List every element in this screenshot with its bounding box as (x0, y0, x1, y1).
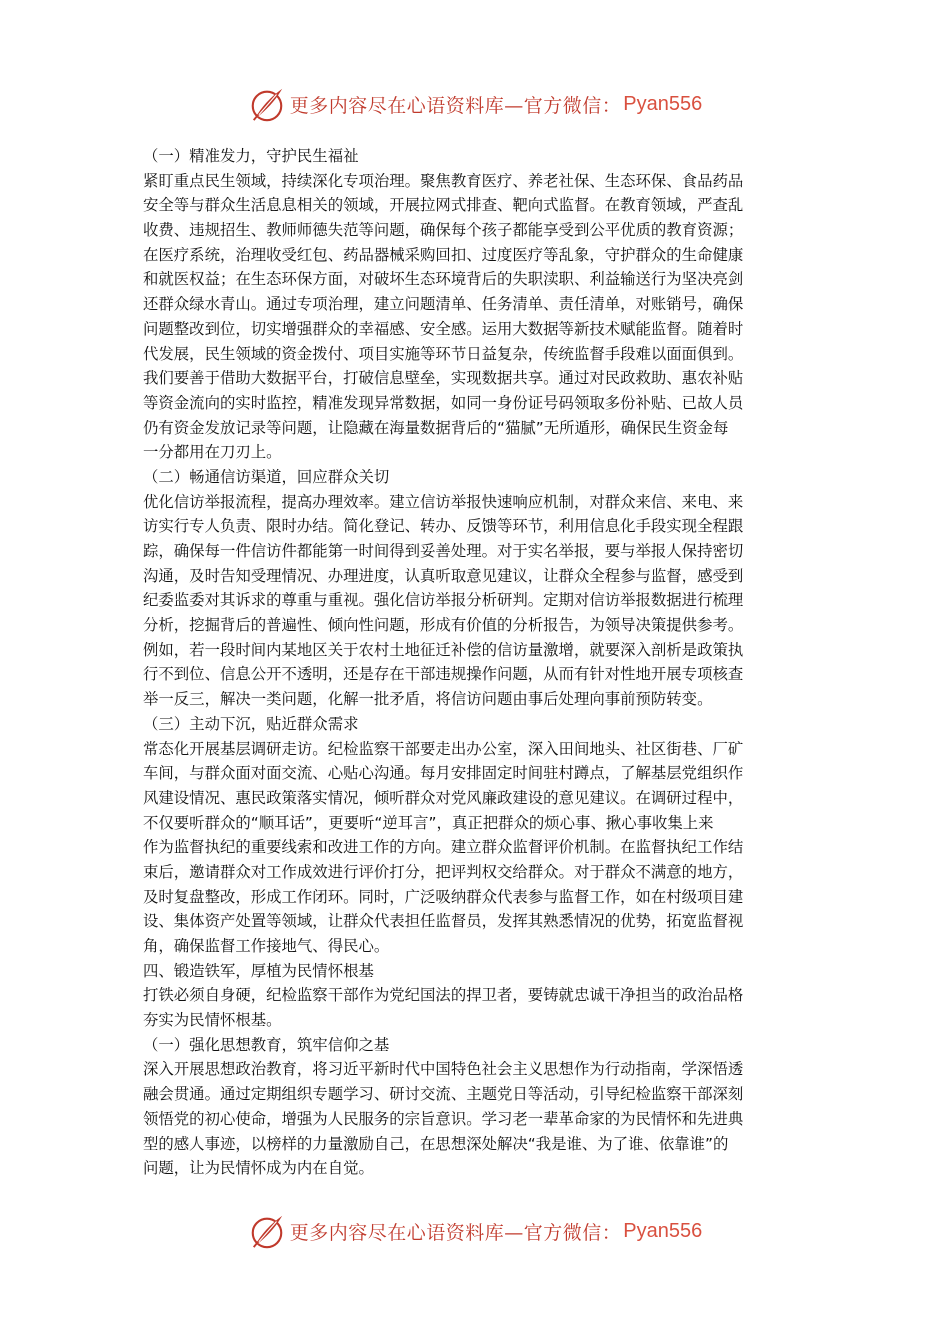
header-watermark-banner (0, 82, 950, 126)
body-line: 和就医权益；在生态环保方面，对破坏生态环境背后的失职渎职、利益输送行为坚决亮剑 (143, 270, 744, 289)
body-line: 作为监督执纪的重要线索和改进工作的方向。建立群众监督评价机制。在监督执纪工作结 (143, 838, 744, 857)
body-line: 束后，邀请群众对工作成效进行评价打分，把评判权交给群众。对于群众不满意的地方， (143, 862, 744, 881)
body-line: 及时复盘整改，形成工作闭环。同时，广泛吸纳群众代表参与监督工作，如在村级项目建 (143, 887, 744, 906)
brand-wechat-handle: Pyan556 (623, 1219, 703, 1242)
body-line: 紧盯重点民生领域，持续深化专项治理。聚焦教育医疗、养老社保、生态环保、食品药品 (143, 171, 744, 190)
section-heading: （三）主动下沉，贴近群众需求 (143, 714, 359, 733)
body-line: 融会贯通。通过定期组织专题学习、研讨交流、主题党日等活动，引导纪检监察干部深刻 (143, 1085, 744, 1104)
body-line: 代发展，民生领域的资金拨付、项目实施等环节日益复杂，传统监督手段难以面面俱到。 (143, 344, 744, 363)
body-line: 问题，让为民情怀成为内在自觉。 (143, 1159, 374, 1178)
brand-wechat-handle: Pyan556 (623, 92, 703, 115)
body-line: 一分都用在刀刃上。 (143, 443, 282, 462)
body-line: 夯实为民情怀根基。 (143, 1011, 282, 1030)
chapter-heading: 四、锻造铁军，厚植为民情怀根基 (143, 961, 374, 980)
body-line: 分析，挖掘背后的普遍性、倾向性问题，形成有价值的分析报告，为领导决策提供参考。 (143, 616, 744, 635)
body-line: 例如，若一段时间内某地区关于农村土地征迁补偿的信访量激增，就要深入剖析是政策执 (143, 640, 744, 659)
section-heading: （一）强化思想教育，筑牢信仰之基 (143, 1035, 390, 1054)
body-line: 打铁必须自身硬，纪检监察干部作为党纪国法的捍卫者，要铸就忠诚干净担当的政治品格 (143, 986, 744, 1005)
body-line: 不仅要听群众的“顺耳话”，更要听“逆耳言”，真正把群众的烦心事、揪心事收集上来 (143, 813, 714, 832)
body-line: 收费、违规招生、教师师德失范等问题，确保每个孩子都能享受到公平优质的教育资源； (143, 221, 744, 240)
body-line: 行不到位、信息公开不透明，还是存在干部违规操作问题，从而有针对性地开展专项核查 (143, 665, 744, 684)
body-line: 深入开展思想政治教育，将习近平新时代中国特色社会主义思想作为行动指南，学深悟透 (143, 1060, 744, 1079)
body-line: 举一反三，解决一类问题，化解一批矛盾，将信访问题由事后处理向事前预防转变。 (143, 690, 713, 709)
feather-pen-logo-icon (248, 85, 286, 123)
document-body (143, 144, 807, 1181)
section-heading: （二）畅通信访渠道，回应群众关切 (143, 467, 390, 486)
body-line: 在医疗系统，治理收受红包、药品器械采购回扣、过度医疗等乱象，守护群众的生命健康 (143, 245, 744, 264)
feather-pen-logo-icon (248, 1212, 286, 1250)
body-line: 型的感人事迹，以榜样的力量激励自己，在思想深处解决“我是谁、为了谁、依靠谁”的 (143, 1134, 729, 1153)
body-line: 安全等与群众生活息息相关的领域，开展拉网式排查、靶向式监督。在教育领域，严查乱 (143, 196, 744, 215)
brand-slogan: 更多内容尽在心语资料库—官方微信： (289, 94, 622, 117)
brand-slogan: 更多内容尽在心语资料库—官方微信： (289, 1221, 622, 1244)
body-line: 沟通，及时告知受理情况、办理进度，认真听取意见建议，让群众全程参与监督，感受到 (143, 566, 744, 585)
section-heading: （一）精准发力，守护民生福祉 (143, 147, 359, 165)
body-line: 我们要善于借助大数据平台，打破信息壁垒，实现数据共享。通过对民政救助、惠农补贴 (143, 369, 744, 388)
body-line: 设、集体资产处置等领域，让群众代表担任监督员，发挥其熟悉情况的优势，拓宽监督视 (143, 912, 744, 931)
body-line: 领悟党的初心使命，增强为人民服务的宗旨意识。学习老一辈革命家的为民情怀和先进典 (143, 1109, 744, 1128)
body-line: 常态化开展基层调研走访。纪检监察干部要走出办公室，深入田间地头、社区街巷、厂矿 (143, 739, 744, 758)
footer-watermark-banner (0, 1209, 950, 1253)
body-line: 还群众绿水青山。通过专项治理，建立问题清单、任务清单、责任清单，对账销号，确保 (143, 295, 744, 314)
body-line: 风建设情况、惠民政策落实情况，倾听群众对党风廉政建设的意见建议。在调研过程中， (143, 788, 744, 807)
body-line: 角，确保监督工作接地气、得民心。 (143, 937, 390, 955)
body-line: 踪，确保每一件信访件都能第一时间得到妥善处理。对于实名举报，要与举报人保持密切 (143, 542, 744, 560)
body-line: 访实行专人负责、限时办结。简化登记、转办、反馈等环节，利用信息化手段实现全程跟 (143, 517, 744, 536)
body-line: 仍有资金发放记录等问题，让隐藏在海量数据背后的“猫腻”无所遁形，确保民生资金每 (143, 418, 729, 437)
body-line: 问题整改到位，切实增强群众的幸福感、安全感。运用大数据等新技术赋能监督。随着时 (143, 319, 744, 338)
body-line: 车间，与群众面对面交流、心贴心沟通。每月安排固定时间驻村蹲点，了解基层党组织作 (143, 764, 744, 783)
body-line: 等资金流向的实时监控，精准发现异常数据，如同一身份证号码领取多份补贴、已故人员 (143, 393, 744, 412)
body-line: 优化信访举报流程，提高办理效率。建立信访举报快速响应机制，对群众来信、来电、来 (143, 492, 744, 511)
body-line: 纪委监委对其诉求的尊重与重视。强化信访举报分析研判。定期对信访举报数据进行梳理 (143, 591, 744, 610)
